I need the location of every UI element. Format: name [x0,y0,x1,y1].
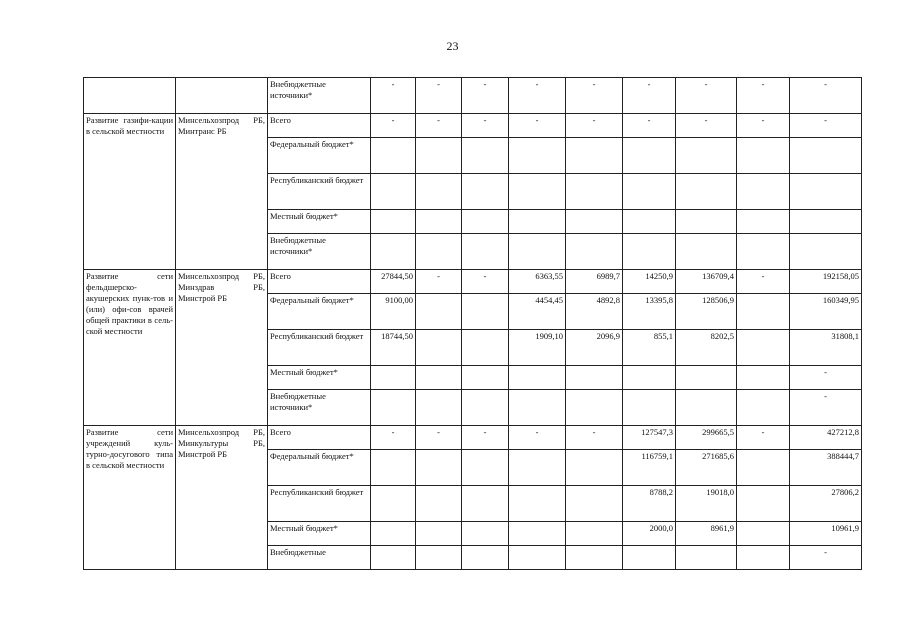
value-cell [462,138,509,174]
value-cell: - [416,426,462,450]
value-cell [737,174,790,210]
value-cell: - [737,426,790,450]
measure-name [84,78,176,114]
value-cell: 6363,55 [509,270,566,294]
value-cell [371,390,416,426]
value-cell: 136709,4 [676,270,737,294]
value-cell [566,366,623,390]
value-cell [416,522,462,546]
funding-source: Республиканский бюджет [268,330,371,366]
value-cell [416,294,462,330]
funding-source: Внебюджетные источники* [268,78,371,114]
funding-source: Внебюджетные источники* [268,234,371,270]
value-cell [509,522,566,546]
value-cell [462,174,509,210]
value-cell [416,486,462,522]
executors: Минсельхозпрод РБ, Минтранс РБ [176,114,268,270]
value-cell [462,546,509,570]
value-cell: - [371,114,416,138]
budget-table [83,77,862,570]
value-cell [462,486,509,522]
value-cell [623,390,676,426]
value-cell: - [566,78,623,114]
value-cell: - [371,426,416,450]
funding-source: Республиканский бюджет [268,486,371,522]
value-cell [676,390,737,426]
value-cell: - [737,78,790,114]
value-cell [737,294,790,330]
funding-source: Федеральный бюджет* [268,138,371,174]
total-cell: 10961,9 [790,522,862,546]
value-cell [737,234,790,270]
value-cell [416,210,462,234]
value-cell: 8788,2 [623,486,676,522]
value-cell: 2000,0 [623,522,676,546]
funding-source: Местный бюджет* [268,522,371,546]
page-number: 23 [446,39,459,53]
executors: Минсельхозпрод РБ, Минкультуры РБ, Минстрой РБ [176,426,268,570]
funding-source: Всего [268,426,371,450]
total-cell: - [790,546,862,570]
value-cell [676,546,737,570]
value-cell [676,234,737,270]
value-cell: 6989,7 [566,270,623,294]
value-cell [676,174,737,210]
total-cell [790,174,862,210]
value-cell [566,522,623,546]
value-cell [371,234,416,270]
value-cell [509,174,566,210]
value-cell [416,174,462,210]
value-cell [566,546,623,570]
value-cell: - [509,114,566,138]
value-cell [676,138,737,174]
funding-source: Местный бюджет* [268,366,371,390]
value-cell: - [509,426,566,450]
funding-source: Внебюджетные [268,546,371,570]
value-cell [462,330,509,366]
value-cell [566,138,623,174]
funding-source: Федеральный бюджет* [268,450,371,486]
total-cell: 427212,8 [790,426,862,450]
value-cell [371,450,416,486]
value-cell: 299665,5 [676,426,737,450]
value-cell [509,234,566,270]
value-cell [623,234,676,270]
value-cell [509,138,566,174]
table-row [84,426,862,450]
value-cell: 19018,0 [676,486,737,522]
measure-name: Развитие сети учреждений куль-турно-досугового типа в сельской местности [84,426,176,570]
value-cell [737,366,790,390]
total-cell: - [790,390,862,426]
measure-name: Развитие газифи-кации в сельской местности [84,114,176,270]
value-cell: 8961,9 [676,522,737,546]
value-cell [371,486,416,522]
total-cell [790,138,862,174]
table-row [84,114,862,138]
total-cell: 160349,95 [790,294,862,330]
value-cell [623,210,676,234]
value-cell: - [371,78,416,114]
funding-source: Всего [268,114,371,138]
value-cell: 128506,9 [676,294,737,330]
table-row [84,78,862,114]
value-cell: - [676,78,737,114]
value-cell [623,366,676,390]
value-cell: - [462,78,509,114]
funding-source: Республиканский бюджет [268,174,371,210]
value-cell: 271685,6 [676,450,737,486]
value-cell [416,390,462,426]
value-cell [737,330,790,366]
value-cell [416,450,462,486]
funding-source: Федеральный бюджет* [268,294,371,330]
value-cell: - [623,78,676,114]
value-cell [737,210,790,234]
value-cell [416,366,462,390]
executors: Минсельхозпрод РБ, Минздрав РБ, Минстрой РБ [176,270,268,426]
value-cell [462,450,509,486]
total-cell [790,234,862,270]
value-cell [737,486,790,522]
total-cell: 192158,05 [790,270,862,294]
value-cell: 14250,9 [623,270,676,294]
total-cell: 388444,7 [790,450,862,486]
value-cell: - [737,114,790,138]
value-cell [566,174,623,210]
value-cell [371,522,416,546]
value-cell: 2096,9 [566,330,623,366]
value-cell [566,210,623,234]
value-cell: - [462,426,509,450]
value-cell: 4892,8 [566,294,623,330]
total-cell [790,210,862,234]
value-cell [737,390,790,426]
value-cell [676,210,737,234]
value-cell [371,546,416,570]
value-cell: 4454,45 [509,294,566,330]
value-cell [462,522,509,546]
value-cell [676,366,737,390]
value-cell [462,366,509,390]
value-cell [566,390,623,426]
value-cell [623,138,676,174]
measure-name: Развитие сети фельдшерско-акушерских пунк-тов и (или) офи-сов врачей общей практики в сель-ской местности [84,270,176,426]
value-cell [416,138,462,174]
executors [176,78,268,114]
value-cell [371,366,416,390]
value-cell: 1909,10 [509,330,566,366]
value-cell: 13395,8 [623,294,676,330]
value-cell: 127547,3 [623,426,676,450]
value-cell [737,138,790,174]
value-cell [462,234,509,270]
value-cell [416,234,462,270]
value-cell [462,390,509,426]
funding-source: Местный бюджет* [268,210,371,234]
value-cell [509,450,566,486]
value-cell [623,174,676,210]
value-cell [623,546,676,570]
value-cell: 8202,5 [676,330,737,366]
value-cell [371,138,416,174]
value-cell: - [416,78,462,114]
value-cell: 27844,50 [371,270,416,294]
total-cell: - [790,114,862,138]
value-cell [566,486,623,522]
total-cell: - [790,366,862,390]
value-cell [416,546,462,570]
value-cell [509,486,566,522]
value-cell [509,366,566,390]
value-cell: - [416,270,462,294]
value-cell [509,390,566,426]
table-row [84,270,862,294]
value-cell [737,546,790,570]
value-cell [509,210,566,234]
value-cell: - [509,78,566,114]
value-cell: 9100,00 [371,294,416,330]
total-cell: - [790,78,862,114]
value-cell: - [566,114,623,138]
value-cell: 18744,50 [371,330,416,366]
funding-source: Внебюджетные источники* [268,390,371,426]
value-cell: - [737,270,790,294]
value-cell [737,450,790,486]
value-cell: - [416,114,462,138]
value-cell [509,546,566,570]
value-cell: 855,1 [623,330,676,366]
value-cell: 116759,1 [623,450,676,486]
total-cell: 31808,1 [790,330,862,366]
value-cell [737,522,790,546]
value-cell: - [462,114,509,138]
funding-source: Всего [268,270,371,294]
value-cell [566,450,623,486]
value-cell: - [676,114,737,138]
value-cell [416,330,462,366]
value-cell: - [623,114,676,138]
value-cell [371,174,416,210]
value-cell: - [462,270,509,294]
value-cell [371,210,416,234]
total-cell: 27806,2 [790,486,862,522]
value-cell [566,234,623,270]
value-cell [462,294,509,330]
value-cell [462,210,509,234]
value-cell: - [566,426,623,450]
